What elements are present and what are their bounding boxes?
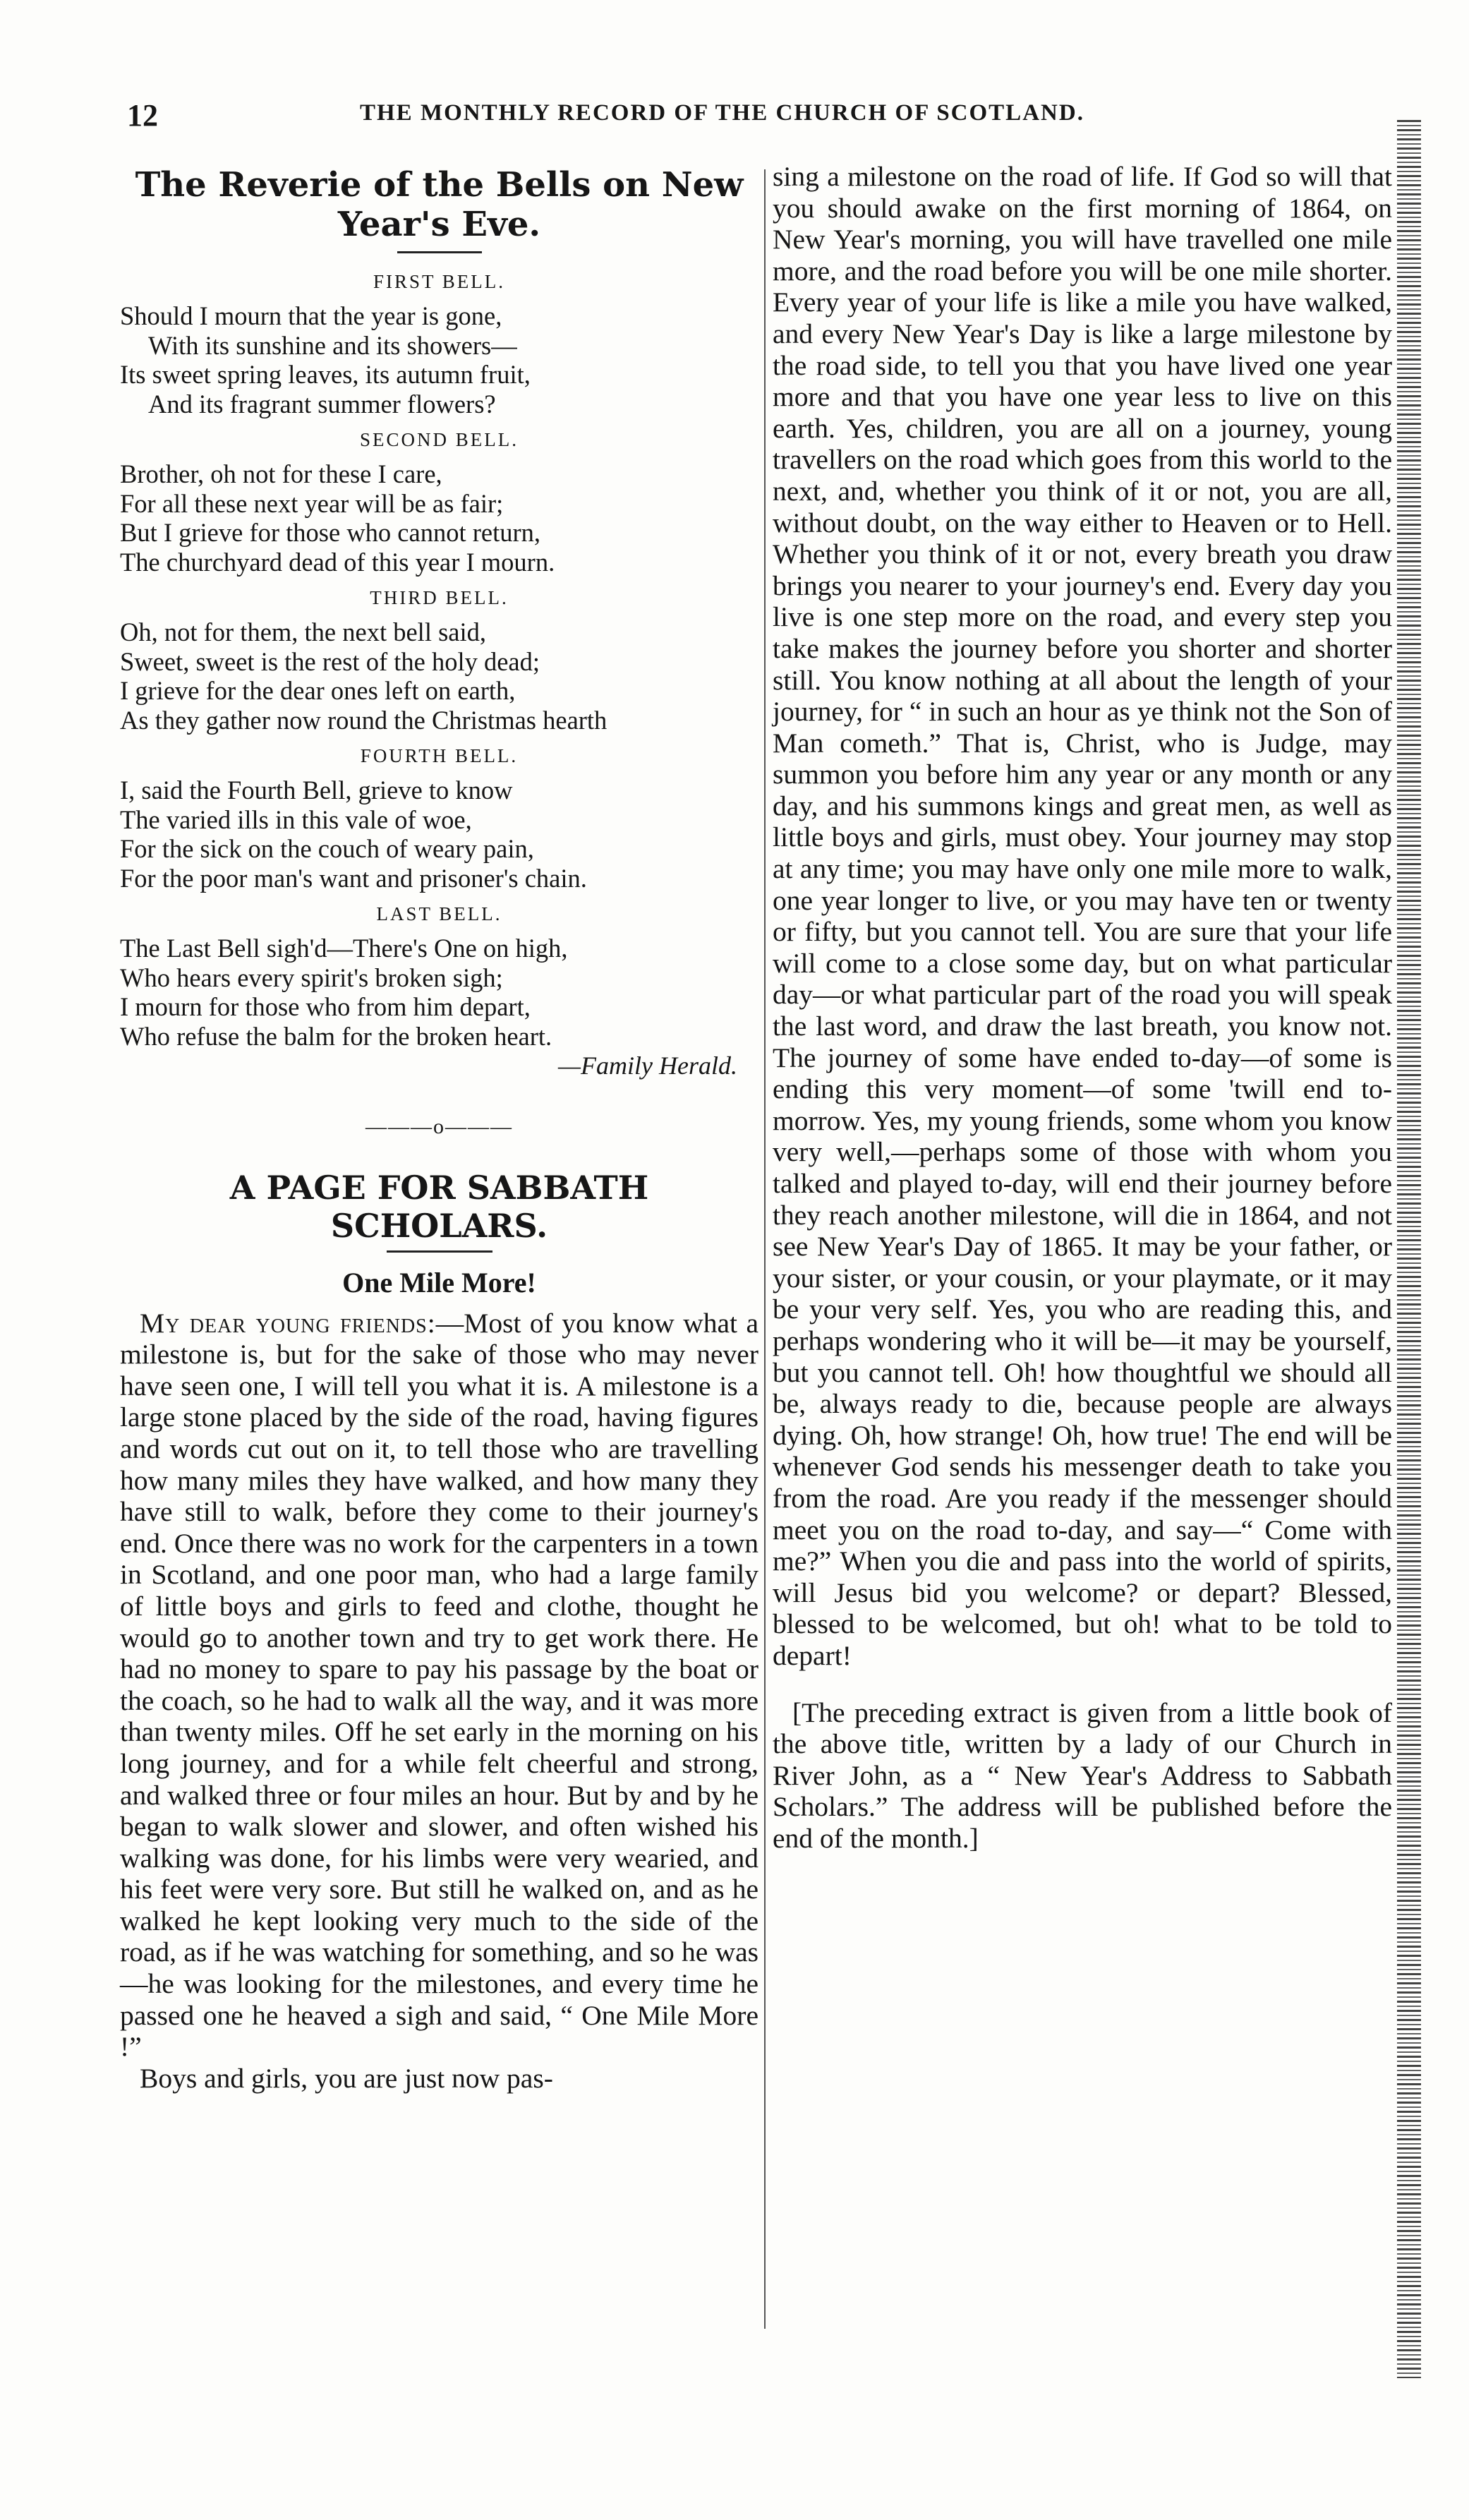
editorial-note: [The preceding extract is given from a little book of the above title, written by a lady of our Church in River John, as a “ New Year's Address to Sabbath Scholars.” The address will be published before the end of the month.] [773,1696,1392,1854]
bell-heading: FOURTH BELL. [360,745,519,766]
poem-line: Oh, not for them, the next bell said, [120,617,487,646]
story-paragraph: sing a milestone on the road of life. If God so will that you should awake on the first morning of 1864, on New Year's morning, you will have travelled one mile more, and the road before you will be one mile shorter. Every year of your life is like a mile you have walked, and every New Year's Day is like a large milestone by the road side, to tell you that you have lived one year more and that you have one year less to live on this earth. Yes, children, you are all on a journey, young travellers on the road which goes from this world to the next, and, whether you think of it or not, you are all, without doubt, on the way either to Heaven or to Hell. Whether you think of it or not, every breath you draw brings you nearer to your journey's end. Every day you live is one step more on the road, and every step you take makes the journey before you shorter and shorter still. You know nothing at all about the length of your journey, for “ in such an hour as ye think not the Son of Man cometh.” That is, Christ, who is Judge, may summon you before him any year or any month or any day, and his summons kings and great men, as well as little boys and girls, must obey. Your journey may stop at any time; you may have only one mile more to walk, one year longer to live, or you may have ten or twenty or fifty, but you cannot tell. You are sure that your life will come to a close some day, but on what particular day—or what particular part of the road you will speak the last word, and draw the last breath, you know not. The journey of some have ended to-day—of some is ending this very moment—of some 'twill end to-morrow. Yes, my young friends, some whom you know very well,—perhaps some of those with whom you talked and played to-day, will end their journey before they reach another milestone, will die in 1864, and not see New Year's Day of 1865. It may be your father, or your sister, or your cousin, or your playmate, or it may be your very self. Yes, you who are reading this, and perhaps wondering who it will be—it may be yourself, but you cannot tell. Oh! how thoughtful we should all be, always ready to die, because people are always dying. Oh, how strange! Oh, how true! The end will be whenever God sends his messenger death to take you from the road. Are you ready if the messenger should meet you on the road to-day, and say—“ Come with me?” When you die and pass into the world of spirits, will Jesus bid you welcome? or depart? Blessed, blessed to be welcomed, but oh! what to be told to depart! [773,161,1392,1671]
page-edge-border [1397,120,1421,2378]
poem-line: As they gather now round the Christmas hearth [120,705,607,735]
paragraph-text: —Most of you know what a milestone is, but for the sake of those who may never have seen one, I will tell you what it is. A milestone is a large stone placed by the side of the road, having figures and words cut out on it, to tell those who are travelling how many miles they have walked, and how many they have still to walk, before they come to their journey's end. Once there was no work for the carpenters in a town in Scotland, and one poor man, who had a large family of little boys and girls to feed and clothe, thought he would go to another town and try to get work there. He had no money to spare to pay his passage by the boat or the coach, so he had to walk all the way, and it was more than twenty miles. Off he set early in the morning on his long journey, and for a while felt cheerful and strong, and walked three or four miles an hour. But by and by he began to walk slower and slower, and often wished his walking was done, for his limbs were very wearied, and his feet were very sore. But still he walked on, and as he walked he kept looking very much to the side of the road, as if he was watching for something, and so he was—he was looking for the milestones, and every time he passed one he heaved a sigh and said, “ One Mile More !” [120,1307,758,2063]
poem-attribution: —Family Herald. [558,1051,737,1080]
bell-heading: THIRD BELL. [370,587,509,608]
poem-line: For the sick on the couch of weary pain, [120,834,534,863]
story-title: One Mile More! [342,1266,536,1298]
poem-line: Sweet, sweet is the rest of the holy dead; [120,646,540,676]
page-number: 12 [127,98,158,133]
page-header [127,97,1390,140]
poem-line: With its sunshine and its showers— [148,330,517,360]
poem-line: The churchyard dead of this year I mourn. [120,547,555,577]
poem-line: I grieve for the dear ones left on earth, [120,676,516,705]
poem-line: For all these next year will be as fair; [120,488,504,518]
column-divider [764,169,766,2329]
poem-line: Should I mourn that the year is gone, [120,301,502,330]
story-paragraph [120,1308,758,2063]
section-separator: ———o——— [365,1115,513,1138]
poem-line: For the poor man's want and prisoner's chain. [120,863,587,893]
poem-line: I mourn for those who from him depart, [120,992,531,1021]
stanza-first-bell [120,269,758,418]
story-paragraph: Boys and girls, you are just now pas- [140,2062,553,2094]
running-title: THE MONTHLY RECORD OF THE CHURCH OF SCOTLAND. [360,100,1084,126]
poem-line: But I grieve for those who cannot return, [120,518,540,547]
bell-heading: LAST BELL. [376,903,502,924]
left-column [120,161,758,2094]
section-rule [387,1250,492,1253]
poem-line: The Last Bell sigh'd—There's One on high, [120,934,568,963]
salutation: My dear young friends: [140,1307,436,1339]
poem-line: And its fragrant summer flowers? [148,389,496,418]
poem-line: Who hears every spirit's broken sigh; [120,963,503,992]
stanza-second-bell [120,427,758,577]
bell-heading: FIRST BELL. [373,271,506,292]
poem-line: I, said the Fourth Bell, grieve to know [120,776,513,804]
stanza-last-bell [120,901,758,1051]
stanza-fourth-bell [120,743,758,893]
stanza-third-bell [120,585,758,735]
poem-line: The varied ills in this vale of woe, [120,804,472,834]
title-rule [397,251,482,253]
bell-heading: SECOND BELL. [360,429,519,450]
poem-line: Who refuse the balm for the broken heart. [120,1021,552,1051]
poem-line: Brother, oh not for these I care, [120,459,442,488]
poem-title: The Reverie of the Bells on New Year's Eve. [135,165,744,244]
section-title: A PAGE FOR SABBATH SCHOLARS. [229,1168,649,1245]
poem-line: Its sweet spring leaves, its autumn fruit, [120,360,531,389]
right-column [773,161,1392,1854]
